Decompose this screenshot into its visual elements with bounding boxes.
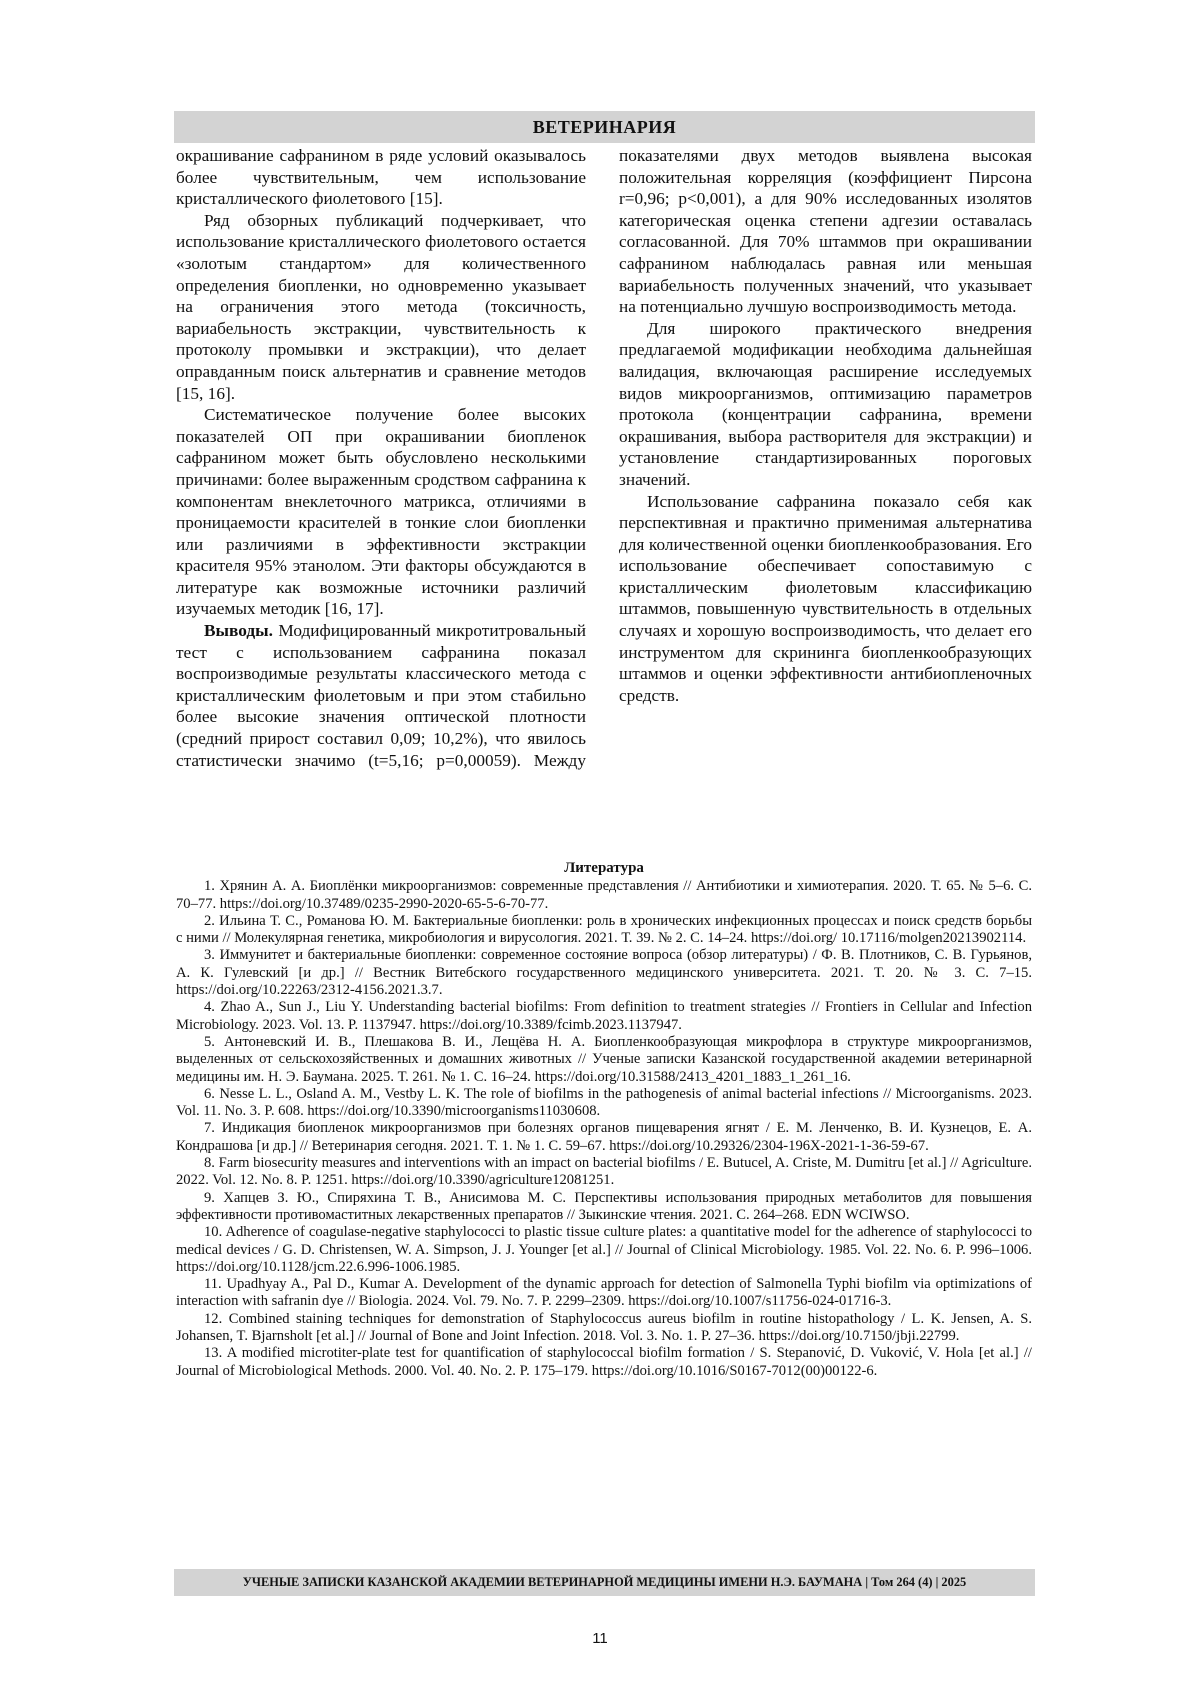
reference-item: 4. Zhao A., Sun J., Liu Y. Understanding bacterial biofilms: From definition to treatment strategies // Frontiers in Cellular and Infection Microbiology. 2023. Vol. 13. P. 1137947. https://doi.org/10.3389/fcimb.2023.1137947. (176, 999, 1032, 1033)
references-section (176, 860, 1032, 1380)
paragraph: Ряд обзорных публикаций подчеркивает, что использование кристаллического фиолетового остается «золотым стандартом» для количественного определения биопленки, но одновременно указывает на ограничения этого метода (токсичность, вариабельность экстракции, чувствительность к протоколу промывки и экстракции), что делает оправданным поиск альтернатив и сравнение методов [15, 16]. (176, 210, 586, 403)
section-title: ВЕТЕРИНАРИЯ (532, 116, 677, 137)
reference-item: 3. Иммунитет и бактериальные биопленки: современное состояние вопроса (обзор литературы) / Ф. В. Плотников, С. В. Гурьянов, А. К. Гулевский [и др.] // Вестник Витебского государственного медицинского университета. 2021. Т. 20. № 3. С. 7–15. https://doi.org/10.22263/2312-4156.2021.3.7. (176, 947, 1032, 999)
reference-item: 7. Индикация биопленок микроорганизмов при болезнях органов пищеварения ягнят / Е. М. Ленченко, В. И. Кузнецов, Е. А. Кондрашова [и др.] // Ветеринария сегодня. 2021. Т. 1. № 1. С. 59–67. https://doi.org/10.29326/2304-196X-2021-1-36-59-67. (176, 1120, 1032, 1154)
left-text-column (176, 145, 586, 771)
journal-footer-text: УЧЕНЫЕ ЗАПИСКИ КАЗАНСКОЙ АКАДЕМИИ ВЕТЕРИНАРНОЙ МЕДИЦИНЫ ИМЕНИ Н.Э. БАУМАНА | Том 264 (4) | 2025 (242, 1575, 967, 1589)
references-title: Литература (564, 860, 644, 876)
conclusions-paragraph (176, 620, 586, 771)
conclusions-heading: Выводы. (204, 621, 273, 641)
reference-item: 12. Combined staining techniques for demonstration of Staphylococcus aureus biofilm in routine histopathology / L. K. Jensen, A. S. Johansen, T. Bjarnsholt [et al.] // Journal of Bone and Joint Infection. 2018. Vol. 3. No. 1. P. 27–36. https://doi.org/10.7150/jbji.22799. (176, 1310, 1032, 1345)
paragraph: показателями двух методов выявлена высокая положительная корреляция (коэффициент Пирсона r=0,96; p<0,001), а для 90% исследованных изолятов категорическая оценка степени адгезии оставалась согласованной. Для 70% штаммов при окрашивании сафранином наблюдалась равная или меньшая вариабельность полученных значений, что указывает на потенциально лучшую воспроизводимость метода. (619, 146, 1032, 317)
journal-footer-bar (174, 1569, 1035, 1596)
page-number: 11 (592, 1630, 608, 1647)
section-header-bar (174, 111, 1035, 143)
reference-item: 10. Adherence of coagulase-negative staphylococci to plastic tissue culture plates: a quantitative model for the adherence of staphylococci to medical devices / G. D. Christensen, W. A. Simpson, J. J. Younger [et al.] // Journal of Clinical Microbiology. 1985. Vol. 22. No. 6. P. 996–1006. https://doi.org/10.1128/jcm.22.6.996-1006.1985. (176, 1224, 1032, 1275)
reference-item: 2. Ильина Т. С., Романова Ю. М. Бактериальные биопленки: роль в хронических инфекционных процессах и поиск средств борьбы с ними // Молекулярная генетика, микробиология и вирусология. 2021. Т. 39. № 2. С. 14–24. https://doi.org/ 10.17116/molgen20213902114. (176, 912, 1032, 947)
conclusions-text: Модифицированный микротитровальный тест с использованием сафранина показал воспроизводимые результаты классического метода с кристаллическим фиолетовым и при этом стабильно более высокие значения оптической плотности (средний прирост составил 0,09; 10,2%), что явилось статистически значимо (t=5,16; p=0,00059). Между (176, 621, 586, 770)
reference-item: 5. Антоневский И. В., Плешакова В. И., Лещёва Н. А. Биопленкообразующая микрофлора в структуре микроорганизмов, выделенных от сельскохозяйственных и домашних животных // Ученые записки Казанской государственной академии ветеринарной медицины им. Н. Э. Баумана. 2025. Т. 261. № 1. С. 16–24. https://doi.org/10.31588/2413_4201_1883_1_261_16. (176, 1033, 1032, 1085)
reference-item: 11. Upadhyay A., Pal D., Kumar A. Development of the dynamic approach for detection of Salmonella Typhi biofilm via optimizations of interaction with safranin dye // Biologia. 2024. Vol. 79. No. 7. P. 2299–2309. https://doi.org/10.1007/s11756-024-01716-3. (176, 1276, 1032, 1310)
right-text-column (619, 145, 1032, 706)
reference-item: 8. Farm biosecurity measures and interventions with an impact on bacterial biofilms / E. Butucel, A. Criste, M. Dumitru [et al.] // Agriculture. 2022. Vol. 12. No. 8. P. 1251. https://doi.org/10.3390/agriculture12081251. (176, 1155, 1032, 1189)
reference-item: 6. Nesse L. L., Osland A. M., Vestby L. K. The role of biofilms in the pathogenesis of animal bacterial infections // Microorganisms. 2023. Vol. 11. No. 3. P. 608. https://doi.org/10.3390/microorganisms11030608. (176, 1085, 1032, 1120)
reference-item: 1. Хрянин А. А. Биоплёнки микроорганизмов: современные представления // Антибиотики и химиотерапия. 2020. Т. 65. № 5–6. С. 70–77. https://doi.org/10.37489/0235-2990-2020-65-5-6-70-77. (176, 878, 1032, 912)
reference-item: 9. Хапцев З. Ю., Спиряхина Т. В., Анисимова М. С. Перспективы использования природных метаболитов для повышения эффективности противомаститных лекарственных препаратов // Зыкинские чтения. 2021. С. 264–268. EDN WCIWSO. (176, 1189, 1032, 1223)
paragraph: окрашивание сафранином в ряде условий оказывалось более чувствительным, чем использование кристаллического фиолетового [15]. (176, 146, 586, 209)
paragraph: Систематическое получение более высоких показателей ОП при окрашивании биопленок сафранином может быть обусловлено несколькими причинами: более выраженным сродством сафранина к компонентам внеклеточного матрикса, отличиями в проницаемости красителей в тонкие слои биопленки или различиями в эффективности экстракции красителя 95% этанолом. Эти факторы обсуждаются в литературе как возможные источники различий изучаемых методик [16, 17]. (176, 405, 586, 619)
paragraph: Для широкого практического внедрения предлагаемой модификации необходима дальнейшая валидация, включающая расширение исследуемых видов микроорганизмов, оптимизацию параметров протокола (концентрации сафранина, времени окрашивания, выбора растворителя для экстракции) и установление стандартизированных пороговых значений. (619, 318, 1032, 489)
paragraph: Использование сафранина показало себя как перспективная и практично применимая альтернатива для количественной оценки биопленкообразования. Его использование обеспечивает сопоставимую с кристаллическим фиолетовым классификацию штаммов, повышенную чувствительность в отдельных случаях и хорошую воспроизводимость, что делает его инструментом для скрининга биопленкообразующих штаммов и оценки эффективности антибиопленочных средств. (619, 491, 1032, 705)
reference-item: 13. A modified microtiter-plate test for quantification of staphylococcal biofilm formation / S. Stepanović, D. Vuković, V. Hola [et al.] // Journal of Microbiological Methods. 2000. Vol. 40. No. 2. P. 175–179. https://doi.org/10.1016/S0167-7012(00)00122-6. (176, 1345, 1032, 1379)
